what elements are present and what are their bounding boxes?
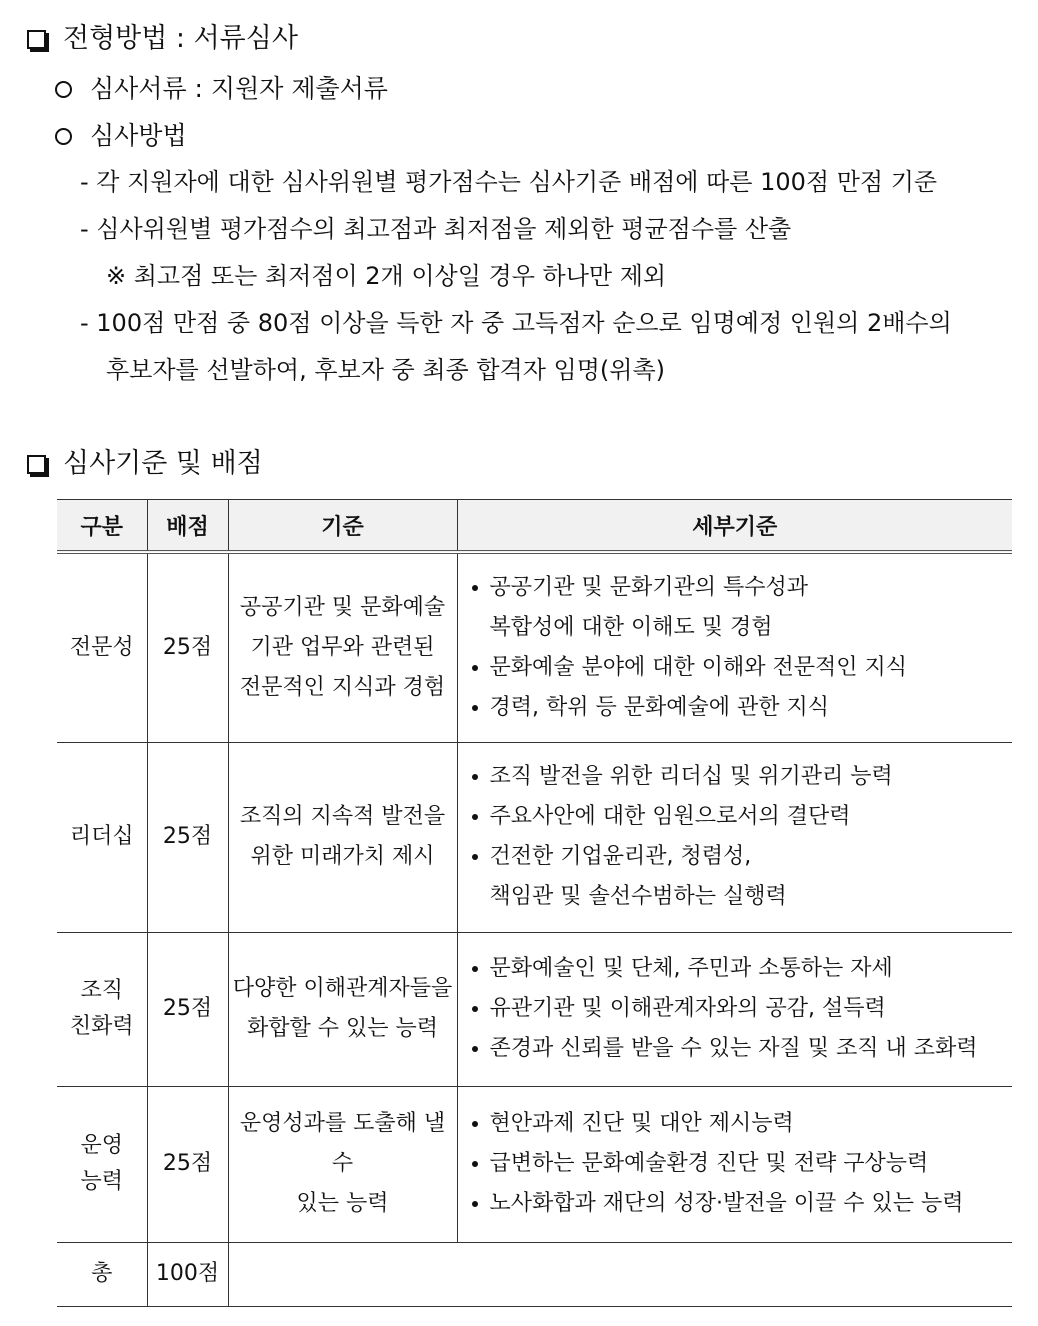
detail-item: 주요사안에 대한 임원으로서의 결단력 — [468, 797, 1013, 837]
category-text: 능력 — [80, 1169, 123, 1194]
detail-item-cont: 복합성에 대한 이해도 및 경험 — [489, 614, 773, 640]
score-cell: 25점 — [147, 552, 228, 742]
detail-item: 급변하는 문화예술환경 진단 및 전략 구상능력 — [468, 1144, 1013, 1184]
detail-cell — [457, 1086, 1012, 1242]
header-score: 배점 — [147, 500, 228, 553]
criterion-line: 다양한 이해관계자들을 — [232, 976, 453, 1001]
table-row — [57, 742, 1012, 932]
category-cell — [57, 1086, 147, 1242]
criterion-cell — [228, 552, 457, 742]
method-line-3-cont: 후보자를 선발하여, 후보자 중 최종 합격자 임명(위촉) — [106, 356, 665, 384]
score-cell: 25점 — [147, 932, 228, 1086]
total-row — [57, 1242, 1012, 1306]
criterion-line: 운영성과를 도출해 낼 수 — [239, 1111, 446, 1176]
criterion-line: 위한 미래가치 제시 — [250, 844, 435, 869]
criterion-line: 조직의 지속적 발전을 — [239, 804, 446, 829]
table-row — [57, 932, 1012, 1086]
criterion-cell — [228, 742, 457, 932]
header-criterion: 기준 — [228, 500, 457, 553]
criterion-cell — [228, 932, 457, 1086]
category-text: 친화력 — [69, 1014, 134, 1039]
category-cell — [57, 742, 147, 932]
category-cell — [57, 932, 147, 1086]
criterion-line: 공공기관 및 문화예술 — [239, 594, 446, 620]
category-text: 조직 — [80, 978, 123, 1003]
section1-item-method — [55, 121, 655, 151]
method-note: ※ 최고점 또는 최저점이 2개 이상일 경우 하나만 제외 — [106, 262, 667, 290]
criterion-line: 화합할 수 있는 능력 — [247, 1016, 438, 1041]
detail-item: 조직 발전을 위한 리더십 및 위기관리 능력 — [468, 757, 1013, 797]
criterion-line: 기관 업무와 관련된 — [250, 634, 435, 660]
category-cell — [57, 552, 147, 742]
item-label: 심사방법 — [90, 121, 187, 150]
method-line-2: - 심사위원별 평가점수의 최고점과 최저점을 제외한 평균점수를 산출 — [80, 215, 792, 243]
score-cell: 25점 — [147, 742, 228, 932]
table-header-row — [57, 500, 1012, 553]
detail-item: 존경과 신뢰를 받을 수 있는 자질 및 조직 내 조화력 — [468, 1029, 1013, 1069]
category-text: 운영 — [80, 1133, 123, 1158]
table-row — [57, 552, 1012, 742]
detail-item: 문화예술 분야에 대한 이해와 전문적인 지식 — [468, 648, 1013, 688]
header-detail: 세부기준 — [457, 500, 1012, 553]
table-row — [57, 1086, 1012, 1242]
detail-cell — [457, 552, 1012, 742]
section2-title: 심사기준 및 배점 — [63, 448, 263, 479]
criterion-line: 있는 능력 — [296, 1191, 389, 1216]
criterion-line: 전문적인 지식과 경험 — [239, 674, 446, 700]
detail-item-cont: 책임관 및 솔선수범하는 실행력 — [489, 884, 787, 909]
item-label: 심사서류 : 지원자 제출서류 — [90, 74, 388, 103]
category-text: 리더십 — [69, 824, 134, 849]
detail-item: 유관기관 및 이해관계자와의 공감, 설득력 — [468, 989, 1013, 1029]
method-line-1: - 각 지원자에 대한 심사위원별 평가점수는 심사기준 배점에 따른 100점 만점 기준 — [80, 168, 938, 196]
detail-item: 현안과제 진단 및 대안 제시능력 — [468, 1104, 1013, 1144]
score-cell: 25점 — [147, 1086, 228, 1242]
circle-bullet-icon — [55, 128, 72, 145]
detail-item: 경력, 학위 등 문화예술에 관한 지식 — [468, 688, 1013, 728]
detail-item: 공공기관 및 문화기관의 특수성과 — [468, 568, 1013, 608]
total-label: 총 — [57, 1242, 147, 1306]
circle-bullet-icon — [55, 81, 72, 98]
detail-item: 노사화합과 재단의 성장·발전을 이끌 수 있는 능력 — [468, 1184, 1013, 1224]
header-category: 구분 — [57, 500, 147, 553]
section1-title: 전형방법 : 서류심사 — [63, 23, 298, 54]
square-bullet-icon — [27, 30, 46, 49]
detail-item: 건전한 기업윤리관, 청렴성, — [468, 837, 1013, 877]
criteria-table — [57, 499, 1012, 1307]
total-score: 100점 — [147, 1242, 228, 1306]
total-empty-cell — [228, 1242, 1012, 1306]
detail-item: 문화예술인 및 단체, 주민과 소통하는 자세 — [468, 949, 1013, 989]
square-bullet-icon — [27, 455, 46, 474]
method-line-3: - 100점 만점 중 80점 이상을 득한 자 중 고득점자 순으로 임명예정 인원의 2배수의 — [80, 309, 952, 337]
criterion-cell — [228, 1086, 457, 1242]
detail-cell — [457, 742, 1012, 932]
category-text: 전문성 — [69, 634, 134, 660]
section1-item-documents — [55, 74, 655, 104]
detail-cell — [457, 932, 1012, 1086]
